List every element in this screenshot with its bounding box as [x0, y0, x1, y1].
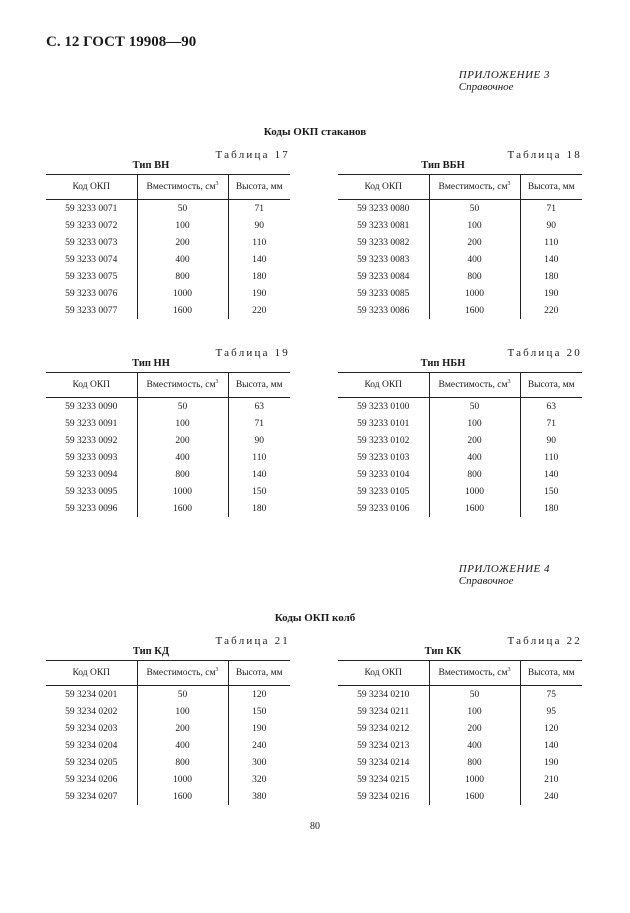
table-row	[338, 500, 582, 517]
capacity-cell: 200	[429, 234, 520, 251]
code-cell: 59 3234 0215	[357, 774, 410, 785]
table-row	[338, 703, 582, 720]
capacity-cell: 50	[137, 200, 228, 218]
col-header-capacity: Вместимость, $см^3$	[429, 373, 520, 398]
table-label: Таблица 21	[215, 635, 290, 647]
code-cell: 59 3234 0213	[357, 740, 410, 751]
page-number: 80	[310, 821, 320, 832]
table-row	[338, 466, 582, 483]
capacity-cell: 1000	[137, 285, 228, 302]
table-label: Таблица 18	[507, 149, 582, 161]
height-cell: 71	[520, 415, 582, 432]
table-row	[338, 415, 582, 432]
data-table	[46, 174, 290, 319]
code-cell: 59 3234 0202	[65, 706, 118, 717]
table-row	[46, 788, 290, 805]
table-label: Таблица 22	[507, 635, 582, 647]
col-header-height: Высота, мм	[228, 661, 290, 686]
height-cell: 150	[228, 703, 290, 720]
code-cell: 59 3234 0201	[65, 689, 118, 700]
data-table	[46, 660, 290, 805]
code-cell: 59 3234 0211	[357, 706, 410, 717]
capacity-cell: 50	[429, 686, 520, 704]
capacity-cell: 100	[429, 217, 520, 234]
col-header-capacity: Вместимость, $см^3$	[137, 661, 228, 686]
height-cell: 300	[228, 754, 290, 771]
capacity-cell: 50	[137, 398, 228, 416]
capacity-cell: 400	[137, 449, 228, 466]
table-row	[46, 432, 290, 449]
table-row	[46, 217, 290, 234]
height-cell: 190	[520, 285, 582, 302]
capacity-cell: 100	[137, 217, 228, 234]
code-cell: 59 3233 0102	[357, 435, 410, 446]
col-header-capacity: Вместимость, $см^3$	[137, 373, 228, 398]
capacity-cell: 1600	[137, 788, 228, 805]
capacity-cell: 50	[429, 398, 520, 416]
height-cell: 150	[228, 483, 290, 500]
capacity-cell: 800	[137, 268, 228, 285]
code-cell: 59 3234 0214	[357, 757, 410, 768]
table-row	[46, 771, 290, 788]
col-header-height: Высота, мм	[228, 175, 290, 200]
code-cell: 59 3233 0104	[357, 469, 410, 480]
height-cell: 120	[228, 686, 290, 704]
col-header-capacity: Вместимость, $см^3$	[137, 175, 228, 200]
code-cell: 59 3233 0095	[65, 486, 118, 497]
table-row	[338, 398, 582, 416]
code-cell: 59 3234 0204	[65, 740, 118, 751]
capacity-cell: 400	[137, 251, 228, 268]
height-cell: 63	[520, 398, 582, 416]
capacity-cell: 1000	[137, 483, 228, 500]
code-cell: 59 3233 0081	[357, 220, 410, 231]
capacity-cell: 200	[429, 432, 520, 449]
height-cell: 90	[520, 217, 582, 234]
table-row	[338, 771, 582, 788]
table-row	[46, 268, 290, 285]
capacity-cell: 400	[429, 251, 520, 268]
code-cell: 59 3233 0106	[357, 503, 410, 514]
table-row	[338, 686, 582, 704]
height-cell: 180	[228, 500, 290, 517]
data-table	[46, 372, 290, 517]
table-row	[46, 483, 290, 500]
code-cell: 59 3233 0077	[65, 305, 118, 316]
height-cell: 140	[520, 251, 582, 268]
height-cell: 220	[520, 302, 582, 319]
code-cell: 59 3234 0203	[65, 723, 118, 734]
table-row	[46, 449, 290, 466]
code-cell: 59 3234 0216	[357, 791, 410, 802]
code-cell: 59 3233 0074	[65, 254, 118, 265]
height-cell: 95	[520, 703, 582, 720]
col-header-height: Высота, мм	[228, 373, 290, 398]
appendix-3-title: ПРИЛОЖЕНИЕ 3	[458, 69, 550, 81]
code-cell: 59 3233 0092	[65, 435, 118, 446]
capacity-cell: 400	[429, 449, 520, 466]
capacity-cell: 400	[429, 737, 520, 754]
col-header-capacity: Вместимость, $см^3$	[429, 175, 520, 200]
table-row	[338, 720, 582, 737]
capacity-cell: 1000	[429, 285, 520, 302]
capacity-cell: 50	[429, 200, 520, 218]
table-row	[338, 788, 582, 805]
code-cell: 59 3233 0094	[65, 469, 118, 480]
col-header-code: Код ОКП	[338, 373, 429, 398]
table-type: Тип КК	[424, 646, 462, 657]
height-cell: 190	[228, 285, 290, 302]
code-cell: 59 3233 0096	[65, 503, 118, 514]
capacity-cell: 1000	[429, 483, 520, 500]
table-row	[338, 200, 582, 218]
table-row	[46, 720, 290, 737]
code-cell: 59 3234 0205	[65, 757, 118, 768]
table-row	[46, 500, 290, 517]
code-cell: 59 3233 0105	[357, 486, 410, 497]
height-cell: 190	[228, 720, 290, 737]
height-cell: 120	[520, 720, 582, 737]
table-type: Тип ВН	[132, 160, 170, 171]
data-table	[338, 372, 582, 517]
code-cell: 59 3233 0080	[357, 203, 410, 214]
height-cell: 320	[228, 771, 290, 788]
table-row	[338, 449, 582, 466]
capacity-cell: 1000	[429, 771, 520, 788]
height-cell: 90	[228, 217, 290, 234]
code-cell: 59 3233 0082	[357, 237, 410, 248]
height-cell: 90	[520, 432, 582, 449]
height-cell: 150	[520, 483, 582, 500]
height-cell: 180	[228, 268, 290, 285]
code-cell: 59 3233 0091	[65, 418, 118, 429]
height-cell: 71	[228, 415, 290, 432]
code-cell: 59 3233 0072	[65, 220, 118, 231]
data-table	[338, 174, 582, 319]
code-cell: 59 3233 0101	[357, 418, 410, 429]
capacity-cell: 1600	[137, 302, 228, 319]
height-cell: 210	[520, 771, 582, 788]
capacity-cell: 1600	[429, 500, 520, 517]
table-row	[46, 234, 290, 251]
table-row	[46, 686, 290, 704]
appendix-4-subtitle: Справочное	[458, 575, 514, 587]
code-cell: 59 3233 0103	[357, 452, 410, 463]
appendix-4-title: ПРИЛОЖЕНИЕ 4	[458, 563, 550, 575]
table-row	[46, 737, 290, 754]
code-cell: 59 3233 0090	[65, 401, 118, 412]
code-cell: 59 3233 0075	[65, 271, 118, 282]
appendix-4	[459, 563, 550, 587]
height-cell: 71	[520, 200, 582, 218]
height-cell: 140	[228, 251, 290, 268]
appendix-3-subtitle: Справочное	[458, 81, 514, 93]
table-row	[46, 754, 290, 771]
capacity-cell: 400	[137, 737, 228, 754]
section-title-beakers: Коды ОКП стаканов	[263, 126, 367, 138]
height-cell: 140	[228, 466, 290, 483]
capacity-cell: 800	[429, 268, 520, 285]
capacity-cell: 800	[137, 754, 228, 771]
height-cell: 190	[520, 754, 582, 771]
data-table	[338, 660, 582, 805]
appendix-3	[459, 69, 550, 93]
table-row	[46, 466, 290, 483]
code-cell: 59 3234 0212	[357, 723, 410, 734]
height-cell: 110	[520, 234, 582, 251]
col-header-code: Код ОКП	[338, 175, 429, 200]
table-row	[46, 302, 290, 319]
height-cell: 110	[228, 449, 290, 466]
table-type: Тип НБН	[420, 358, 466, 369]
section-title-flasks: Коды ОКП колб	[274, 612, 356, 624]
table-type: Тип ВБН	[421, 160, 465, 171]
col-header-code: Код ОКП	[338, 661, 429, 686]
table-row	[46, 200, 290, 218]
col-header-code: Код ОКП	[46, 373, 137, 398]
code-cell: 59 3233 0093	[65, 452, 118, 463]
capacity-cell: 200	[137, 432, 228, 449]
code-cell: 59 3233 0073	[65, 237, 118, 248]
height-cell: 110	[228, 234, 290, 251]
capacity-cell: 200	[137, 234, 228, 251]
page-header: С. 12 ГОСТ 19908—90	[46, 34, 197, 50]
code-cell: 59 3233 0085	[357, 288, 410, 299]
height-cell: 140	[520, 737, 582, 754]
height-cell: 180	[520, 268, 582, 285]
height-cell: 240	[520, 788, 582, 805]
table-row	[338, 251, 582, 268]
code-cell: 59 3233 0100	[357, 401, 410, 412]
code-cell: 59 3233 0084	[357, 271, 410, 282]
table-row	[338, 432, 582, 449]
code-cell: 59 3234 0210	[357, 689, 410, 700]
height-cell: 110	[520, 449, 582, 466]
capacity-cell: 100	[429, 703, 520, 720]
table-row	[338, 483, 582, 500]
capacity-cell: 100	[429, 415, 520, 432]
col-header-height: Высота, мм	[520, 175, 582, 200]
capacity-cell: 1600	[137, 500, 228, 517]
height-cell: 180	[520, 500, 582, 517]
table-row	[46, 398, 290, 416]
table-label: Таблица 17	[215, 149, 290, 161]
capacity-cell: 800	[429, 754, 520, 771]
table-row	[338, 268, 582, 285]
col-header-height: Высота, мм	[520, 373, 582, 398]
height-cell: 63	[228, 398, 290, 416]
table-type: Тип КД	[132, 646, 170, 657]
height-cell: 220	[228, 302, 290, 319]
table-row	[338, 217, 582, 234]
col-header-height: Высота, мм	[520, 661, 582, 686]
height-cell: 71	[228, 200, 290, 218]
code-cell: 59 3233 0086	[357, 305, 410, 316]
col-header-code: Код ОКП	[46, 661, 137, 686]
table-type: Тип НН	[132, 358, 170, 369]
code-cell: 59 3233 0076	[65, 288, 118, 299]
capacity-cell: 200	[137, 720, 228, 737]
col-header-capacity: Вместимость, $см^3$	[429, 661, 520, 686]
capacity-cell: 100	[137, 703, 228, 720]
code-cell: 59 3233 0071	[65, 203, 118, 214]
capacity-cell: 800	[137, 466, 228, 483]
height-cell: 140	[520, 466, 582, 483]
table-label: Таблица 20	[507, 347, 582, 359]
capacity-cell: 1600	[429, 302, 520, 319]
capacity-cell: 800	[429, 466, 520, 483]
capacity-cell: 100	[137, 415, 228, 432]
code-cell: 59 3233 0083	[357, 254, 410, 265]
height-cell: 380	[228, 788, 290, 805]
table-row	[338, 285, 582, 302]
code-cell: 59 3234 0207	[65, 791, 118, 802]
table-label: Таблица 19	[215, 347, 290, 359]
table-row	[46, 251, 290, 268]
table-row	[338, 754, 582, 771]
table-row	[338, 234, 582, 251]
capacity-cell: 200	[429, 720, 520, 737]
table-row	[46, 415, 290, 432]
col-header-code: Код ОКП	[46, 175, 137, 200]
height-cell: 75	[520, 686, 582, 704]
capacity-cell: 50	[137, 686, 228, 704]
table-row	[338, 302, 582, 319]
height-cell: 90	[228, 432, 290, 449]
capacity-cell: 1000	[137, 771, 228, 788]
table-row	[46, 285, 290, 302]
table-row	[338, 737, 582, 754]
height-cell: 240	[228, 737, 290, 754]
code-cell: 59 3234 0206	[65, 774, 118, 785]
capacity-cell: 1600	[429, 788, 520, 805]
table-row	[46, 703, 290, 720]
